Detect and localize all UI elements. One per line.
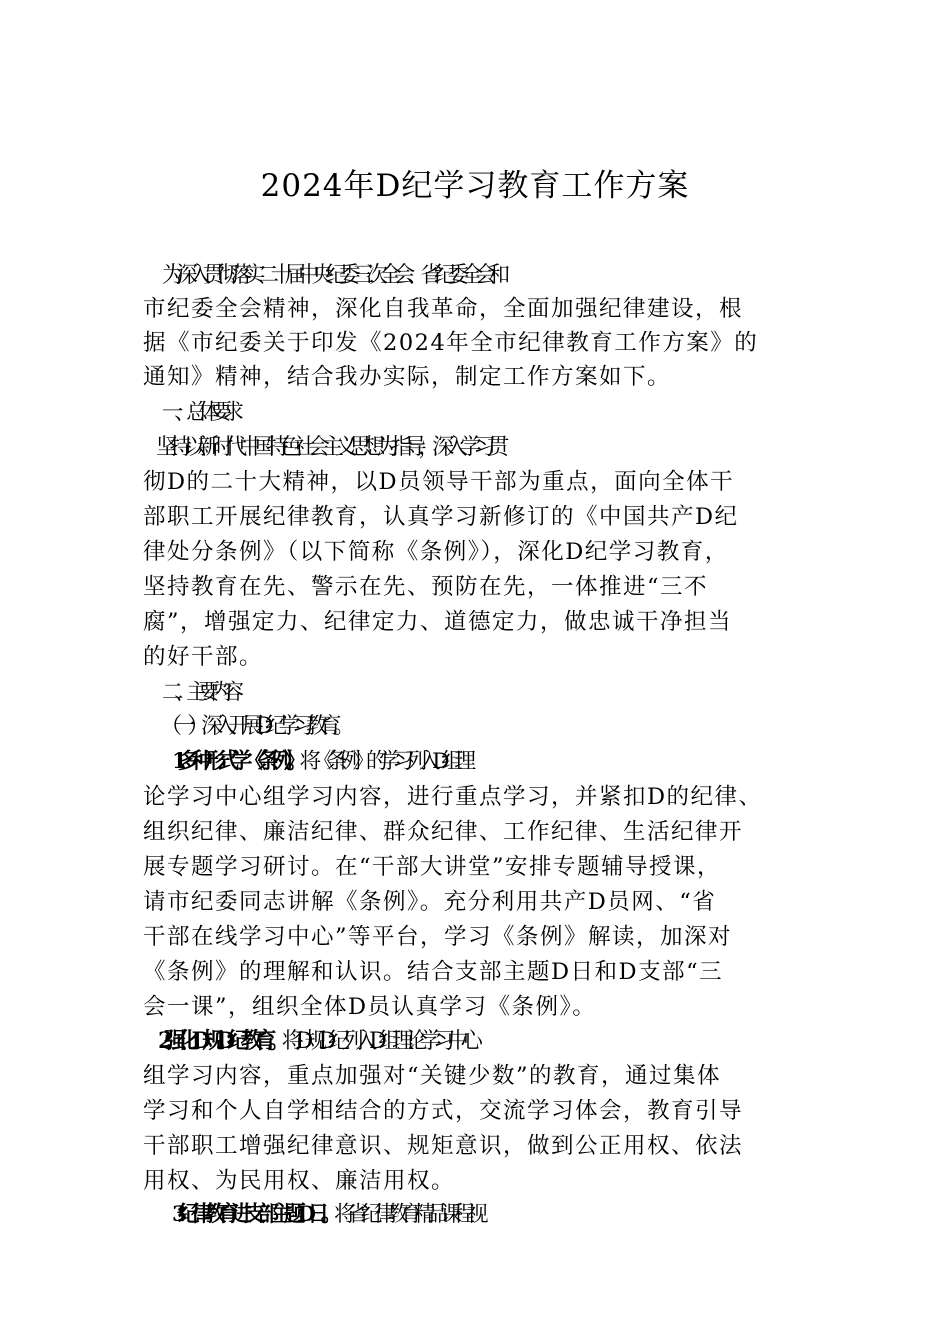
subsection-heading: [160, 709, 840, 743]
body-line: [143, 815, 823, 849]
body-line: [156, 430, 836, 464]
body-line: [143, 292, 823, 326]
text-run: 展专题学习研讨。在“干部大讲堂”安排专题辅导授课，: [143, 854, 722, 880]
body-line: [172, 745, 852, 779]
body-line: [143, 1059, 823, 1093]
text-run: 彻D的二十大精神，以D员领导干部为重点，面向全体干: [143, 469, 735, 495]
text-run: 会一课”，组织全体D员认真学习《条例》。: [143, 994, 597, 1020]
text-run: 将《条例》的学习列入D组理: [299, 749, 468, 774]
body-line: [158, 1024, 838, 1058]
text-run: 干部在线学习中心”等平台，学习《条例》解读，加深对: [143, 924, 733, 950]
body-line: [143, 1164, 823, 1198]
text-run: 学习和个人自学相结合的方式，交流学习体会，教育引导: [143, 1098, 744, 1124]
body-line: [143, 640, 823, 674]
text-run: 为深入贯彻落实二十届中央纪委三次全会、省纪委全会和: [162, 262, 502, 288]
text-run: 坚持教育在先、警示在先、预防在先，一体推进“三不: [143, 574, 709, 600]
text-run: 将D规D纪列入D组理论学习中心: [281, 1028, 475, 1054]
text-run: 将省纪律教育精品课程视: [334, 1202, 480, 1227]
body-line: [143, 535, 823, 569]
heading-text: 一、总体要求: [162, 400, 235, 425]
section-heading: [162, 676, 842, 710]
body-line: [143, 990, 823, 1024]
text-run: 《条例》的理解和认识。结合支部主题D日和D支部“三: [143, 959, 724, 985]
body-line: [143, 1129, 823, 1163]
section-heading: [162, 396, 842, 430]
text-run: 律处分条例》（以下简称《条例》），深化D纪学习教育，: [143, 539, 729, 565]
body-line: [143, 885, 823, 919]
text-run: 市纪委全会精神，深化自我革命，全面加强纪律建设，根: [143, 296, 744, 322]
body-line: [143, 850, 823, 884]
body-line: [143, 326, 823, 360]
document-title: 2024年D纪学习教育工作方案: [260, 168, 690, 204]
body-line: [172, 1198, 852, 1232]
text-run: 腐”，增强定力、纪律定力、道德定力，做忠诚干净担当: [143, 609, 733, 635]
text-run: （一）深入开展D纪学习教育。: [160, 713, 347, 739]
body-line: [143, 920, 823, 954]
text-run: 通知》精神，结合我办实际，制定工作方案如下。: [143, 364, 672, 390]
text-run: 论学习中心组学习内容，进行重点学习，并紧扣D的纪律、: [143, 784, 763, 810]
heading-text: 二、主要内容: [162, 680, 235, 705]
text-run: 干部职工增强纪律意识、规矩意识，做到公正用权、依法: [143, 1133, 744, 1159]
text-run: 部职工开展纪律教育，认真学习新修订的《中国共产D纪: [143, 504, 739, 530]
body-line: [143, 465, 823, 499]
body-line: [143, 605, 823, 639]
body-line: [162, 258, 842, 292]
text-run: 组学习内容，重点加强对“关键少数”的教育，通过集体: [143, 1063, 722, 1089]
text-run: 据《市纪委关于印发《2024年全市纪律教育工作方案》的: [143, 330, 759, 356]
text-run: 请市纪委同志讲解《条例》。充分利用共产D员网、“省: [143, 889, 717, 915]
body-line: [143, 360, 823, 394]
body-line: [143, 500, 823, 534]
text-run: 用权、为民用权、廉洁用权。: [143, 1168, 456, 1194]
body-line: [143, 570, 823, 604]
body-line: [143, 1094, 823, 1128]
item-heading: 1.多种形式学《条例》。: [172, 749, 300, 774]
text-run: 坚持以新时代中国特色社会主义思想为指导，深入学习贯: [156, 434, 501, 460]
text-run: 组织纪律、廉洁纪律、群众纪律、工作纪律、生活纪律开: [143, 819, 744, 845]
item-heading: 3.纪律教育进支部主题D日。: [172, 1202, 335, 1227]
body-line: [143, 955, 823, 989]
item-heading: 2.强化D规D纪教育。: [158, 1028, 282, 1054]
text-run: 的好干部。: [143, 644, 264, 670]
body-line: [143, 780, 823, 814]
